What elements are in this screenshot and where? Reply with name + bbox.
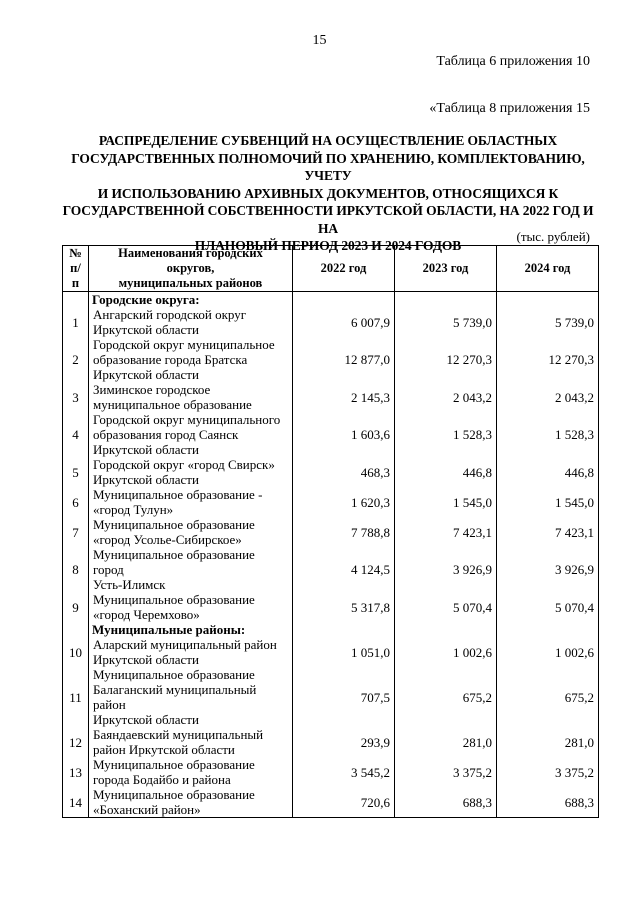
municipality-name-line: Городской округ «город Свирск» (93, 457, 275, 472)
title-line: И ИСПОЛЬЗОВАНИЮ АРХИВНЫХ ДОКУМЕНТОВ, ОТНОСЯЩИХСЯ К (97, 185, 559, 201)
value-2023: 281,0 (395, 727, 497, 757)
table-row (63, 487, 599, 517)
row-number: 12 (63, 727, 89, 757)
municipality-name-line: «город Черемхово» (93, 607, 200, 622)
value-2023: 1 528,3 (395, 412, 497, 457)
value-2022: 12 877,0 (293, 337, 395, 382)
value-2022: 6 007,9 (293, 307, 395, 337)
municipality-name-line: города Бодайбо и района (93, 772, 231, 787)
section-empty-cell (395, 622, 497, 637)
municipality-name-line: Муниципальное образование (93, 592, 255, 607)
title-line: ГОСУДАРСТВЕННОЙ СОБСТВЕННОСТИ ИРКУТСКОЙ ОБЛАСТИ, НА 2022 ГОД И НА (62, 203, 594, 236)
section-empty-cell (293, 292, 395, 308)
municipality-name (89, 727, 293, 757)
value-2024: 5 070,4 (497, 592, 599, 622)
municipality-name-line: Муниципальное образование - (93, 487, 263, 502)
table-body (63, 292, 599, 818)
page-number: 15 (312, 33, 327, 48)
table-row (63, 727, 599, 757)
table-row (63, 757, 599, 787)
table-reference-quote: «Таблица 8 приложения 15 (429, 101, 590, 116)
value-2022: 7 788,8 (293, 517, 395, 547)
municipality-name (89, 592, 293, 622)
value-2022: 468,3 (293, 457, 395, 487)
municipality-name-line: Ангарский городской округ (93, 307, 247, 322)
header-2024: 2024 год (497, 246, 599, 292)
value-2023: 446,8 (395, 457, 497, 487)
section-empty-cell (293, 622, 395, 637)
municipality-name (89, 487, 293, 517)
header-num-line: п/п (70, 261, 81, 290)
header-name-line: Наименования городских округов, (118, 246, 263, 275)
municipality-name (89, 307, 293, 337)
table-row (63, 547, 599, 592)
value-2023: 5 739,0 (395, 307, 497, 337)
table-row (63, 667, 599, 727)
municipality-name (89, 547, 293, 592)
row-number: 10 (63, 637, 89, 667)
subventions-table (62, 245, 599, 818)
municipality-name (89, 382, 293, 412)
municipality-name-line: Баяндаевский муниципальный (93, 727, 264, 742)
header-name (89, 246, 293, 292)
title-line: ГОСУДАРСТВЕННЫХ ПОЛНОМОЧИЙ ПО ХРАНЕНИЮ, КОМПЛЕКТОВАНИЮ, УЧЕТУ (71, 150, 585, 183)
value-2023: 7 423,1 (395, 517, 497, 547)
municipality-name (89, 517, 293, 547)
value-2022: 1 051,0 (293, 637, 395, 667)
table-row (63, 517, 599, 547)
row-number: 4 (63, 412, 89, 457)
value-2023: 2 043,2 (395, 382, 497, 412)
section-row (63, 292, 599, 308)
municipality-name-line: Аларский муниципальный район (93, 637, 277, 652)
table-row (63, 457, 599, 487)
title-line: РАСПРЕДЕЛЕНИЕ СУБВЕНЦИЙ НА ОСУЩЕСТВЛЕНИЕ ОБЛАСТНЫХ (98, 133, 558, 148)
units-label: (тыс. рублей) (516, 229, 590, 244)
municipality-name (89, 412, 293, 457)
municipality-name-line: муниципальное образование (93, 397, 252, 412)
value-2023: 12 270,3 (395, 337, 497, 382)
title-line: ПЛАНОВЫЙ ПЕРИОД 2023 И 2024 ГОДОВ (194, 238, 462, 253)
value-2024: 12 270,3 (497, 337, 599, 382)
header-2022: 2022 год (293, 246, 395, 292)
value-2022: 720,6 (293, 787, 395, 818)
municipality-name (89, 457, 293, 487)
row-number: 3 (63, 382, 89, 412)
municipality-name-line: «Боханский район» (93, 802, 201, 817)
section-empty-cell (497, 292, 599, 308)
municipality-name-line: Иркутской области (93, 472, 199, 487)
table-row (63, 337, 599, 382)
municipality-name-line: Усть-Илимск (93, 577, 166, 592)
table-row (63, 307, 599, 337)
row-number: 6 (63, 487, 89, 517)
value-2022: 1 620,3 (293, 487, 395, 517)
municipality-name-line: «город Усолье-Сибирское» (93, 532, 242, 547)
value-2022: 707,5 (293, 667, 395, 727)
municipality-name-line: Муниципальное образование (93, 757, 255, 772)
table-row (63, 592, 599, 622)
section-num-cell (63, 292, 89, 308)
table-row (63, 382, 599, 412)
municipality-name-line: Муниципальное образование (93, 667, 255, 682)
header-num (63, 246, 89, 292)
value-2022: 5 317,8 (293, 592, 395, 622)
municipality-name-line: Иркутской области (93, 442, 199, 457)
municipality-name (89, 667, 293, 727)
header-num-line: № (69, 246, 82, 260)
section-label: Муниципальные районы: (89, 622, 293, 637)
value-2022: 293,9 (293, 727, 395, 757)
municipality-name (89, 337, 293, 382)
value-2022: 2 145,3 (293, 382, 395, 412)
section-empty-cell (497, 622, 599, 637)
table-header-row (63, 246, 599, 292)
value-2023: 3 926,9 (395, 547, 497, 592)
header-name-line: муниципальных районов (118, 276, 263, 290)
section-label: Городские округа: (89, 292, 293, 308)
header-2023: 2023 год (395, 246, 497, 292)
value-2024: 675,2 (497, 667, 599, 727)
value-2024: 1 545,0 (497, 487, 599, 517)
municipality-name-line: Городской округ муниципальное (93, 337, 275, 352)
municipality-name-line: Городской округ муниципального (93, 412, 281, 427)
municipality-name-line: Муниципальное образование (93, 787, 255, 802)
municipality-name-line: Муниципальное образование (93, 517, 255, 532)
value-2023: 5 070,4 (395, 592, 497, 622)
municipality-name (89, 787, 293, 818)
value-2023: 3 375,2 (395, 757, 497, 787)
municipality-name-line: Муниципальное образование город (93, 547, 255, 577)
row-number: 9 (63, 592, 89, 622)
table-row (63, 637, 599, 667)
value-2023: 1 002,6 (395, 637, 497, 667)
value-2022: 4 124,5 (293, 547, 395, 592)
municipality-name-line: район Иркутской области (93, 742, 235, 757)
municipality-name-line: Иркутской области (93, 322, 199, 337)
row-number: 5 (63, 457, 89, 487)
section-row (63, 622, 599, 637)
table-row (63, 412, 599, 457)
section-empty-cell (395, 292, 497, 308)
value-2024: 446,8 (497, 457, 599, 487)
value-2024: 5 739,0 (497, 307, 599, 337)
municipality-name-line: образования город Саянск (93, 427, 239, 442)
value-2022: 3 545,2 (293, 757, 395, 787)
value-2024: 7 423,1 (497, 517, 599, 547)
municipality-name (89, 757, 293, 787)
value-2023: 675,2 (395, 667, 497, 727)
value-2023: 688,3 (395, 787, 497, 818)
row-number: 2 (63, 337, 89, 382)
table-row (63, 787, 599, 818)
municipality-name-line: образование города Братска (93, 352, 248, 367)
row-number: 14 (63, 787, 89, 818)
value-2024: 1 528,3 (497, 412, 599, 457)
municipality-name-line: Иркутской области (93, 367, 199, 382)
municipality-name-line: Зиминское городское (93, 382, 211, 397)
row-number: 8 (63, 547, 89, 592)
value-2024: 688,3 (497, 787, 599, 818)
value-2023: 1 545,0 (395, 487, 497, 517)
value-2024: 3 375,2 (497, 757, 599, 787)
row-number: 11 (63, 667, 89, 727)
value-2024: 281,0 (497, 727, 599, 757)
section-num-cell (63, 622, 89, 637)
row-number: 13 (63, 757, 89, 787)
municipality-name-line: Иркутской области (93, 712, 199, 727)
municipality-name-line: Иркутской области (93, 652, 199, 667)
value-2022: 1 603,6 (293, 412, 395, 457)
value-2024: 3 926,9 (497, 547, 599, 592)
row-number: 7 (63, 517, 89, 547)
municipality-name-line: «город Тулун» (93, 502, 174, 517)
municipality-name-line: Балаганский муниципальный район (93, 682, 257, 712)
value-2024: 1 002,6 (497, 637, 599, 667)
value-2024: 2 043,2 (497, 382, 599, 412)
table-reference: Таблица 6 приложения 10 (436, 54, 590, 69)
municipality-name (89, 637, 293, 667)
row-number: 1 (63, 307, 89, 337)
